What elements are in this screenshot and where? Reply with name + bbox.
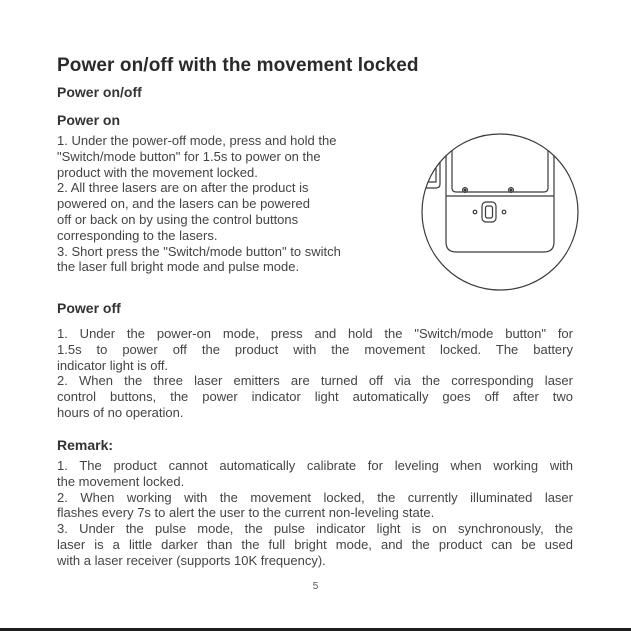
remark-heading: Remark:: [57, 437, 114, 453]
text-line: product with the movement locked.: [57, 164, 258, 180]
text-line: the laser full bright mode and pulse mode.: [57, 259, 300, 275]
device-switch-button-detail-icon: [420, 132, 580, 292]
power-on-paragraph: [57, 133, 397, 275]
text-line: flashes every 7s to alert the user to the current non-leveling state.: [57, 505, 435, 521]
text-line: "Switch/mode button" for 1.5s to power on the: [57, 148, 321, 164]
remark-paragraph: [57, 458, 573, 569]
text-line: 2. When the three laser emitters are turned off via the corresponding laser: [57, 373, 573, 389]
text-line: 1. Under the power-off mode, press and hold the: [57, 133, 337, 148]
power-off-paragraph: [57, 326, 573, 421]
section-subtitle: Power on/off: [57, 84, 142, 100]
text-line: hours of no operation.: [57, 404, 184, 420]
text-line: 3. Under the pulse mode, the pulse indicator light is on synchronously, the: [57, 521, 573, 537]
text-line: powered on, and the lasers can be powered: [57, 196, 310, 212]
text-line: the movement locked.: [57, 473, 185, 489]
text-line: control buttons, the power indicator light automatically goes off after two: [57, 389, 573, 405]
text-line: off or back on by using the control buttons: [57, 211, 299, 227]
text-line: corresponding to the lasers.: [57, 227, 218, 243]
text-line: laser is a little darker than the full bright mode, and the product can be used: [57, 536, 573, 552]
text-line: with a laser receiver (supports 10K frequency).: [57, 552, 326, 568]
text-line: indicator light is off.: [57, 357, 169, 373]
text-line: 2. When working with the movement locked, the currently illuminated laser: [57, 489, 573, 505]
power-off-heading: Power off: [57, 300, 121, 316]
text-line: 2. All three lasers are on after the product is: [57, 180, 309, 196]
text-line: 1. The product cannot automatically calibrate for leveling when working with: [57, 458, 573, 473]
text-line: 1. Under the power-on mode, press and hold the "Switch/mode button" for: [57, 326, 573, 341]
power-on-heading: Power on: [57, 112, 121, 128]
text-line: 3. Short press the "Switch/mode button" to switch: [57, 243, 341, 259]
page-number: 5: [312, 581, 319, 592]
page-title: Power on/off with the movement locked: [57, 55, 419, 76]
text-line: 1.5s to power off the product with the movement locked. The battery: [57, 341, 573, 357]
